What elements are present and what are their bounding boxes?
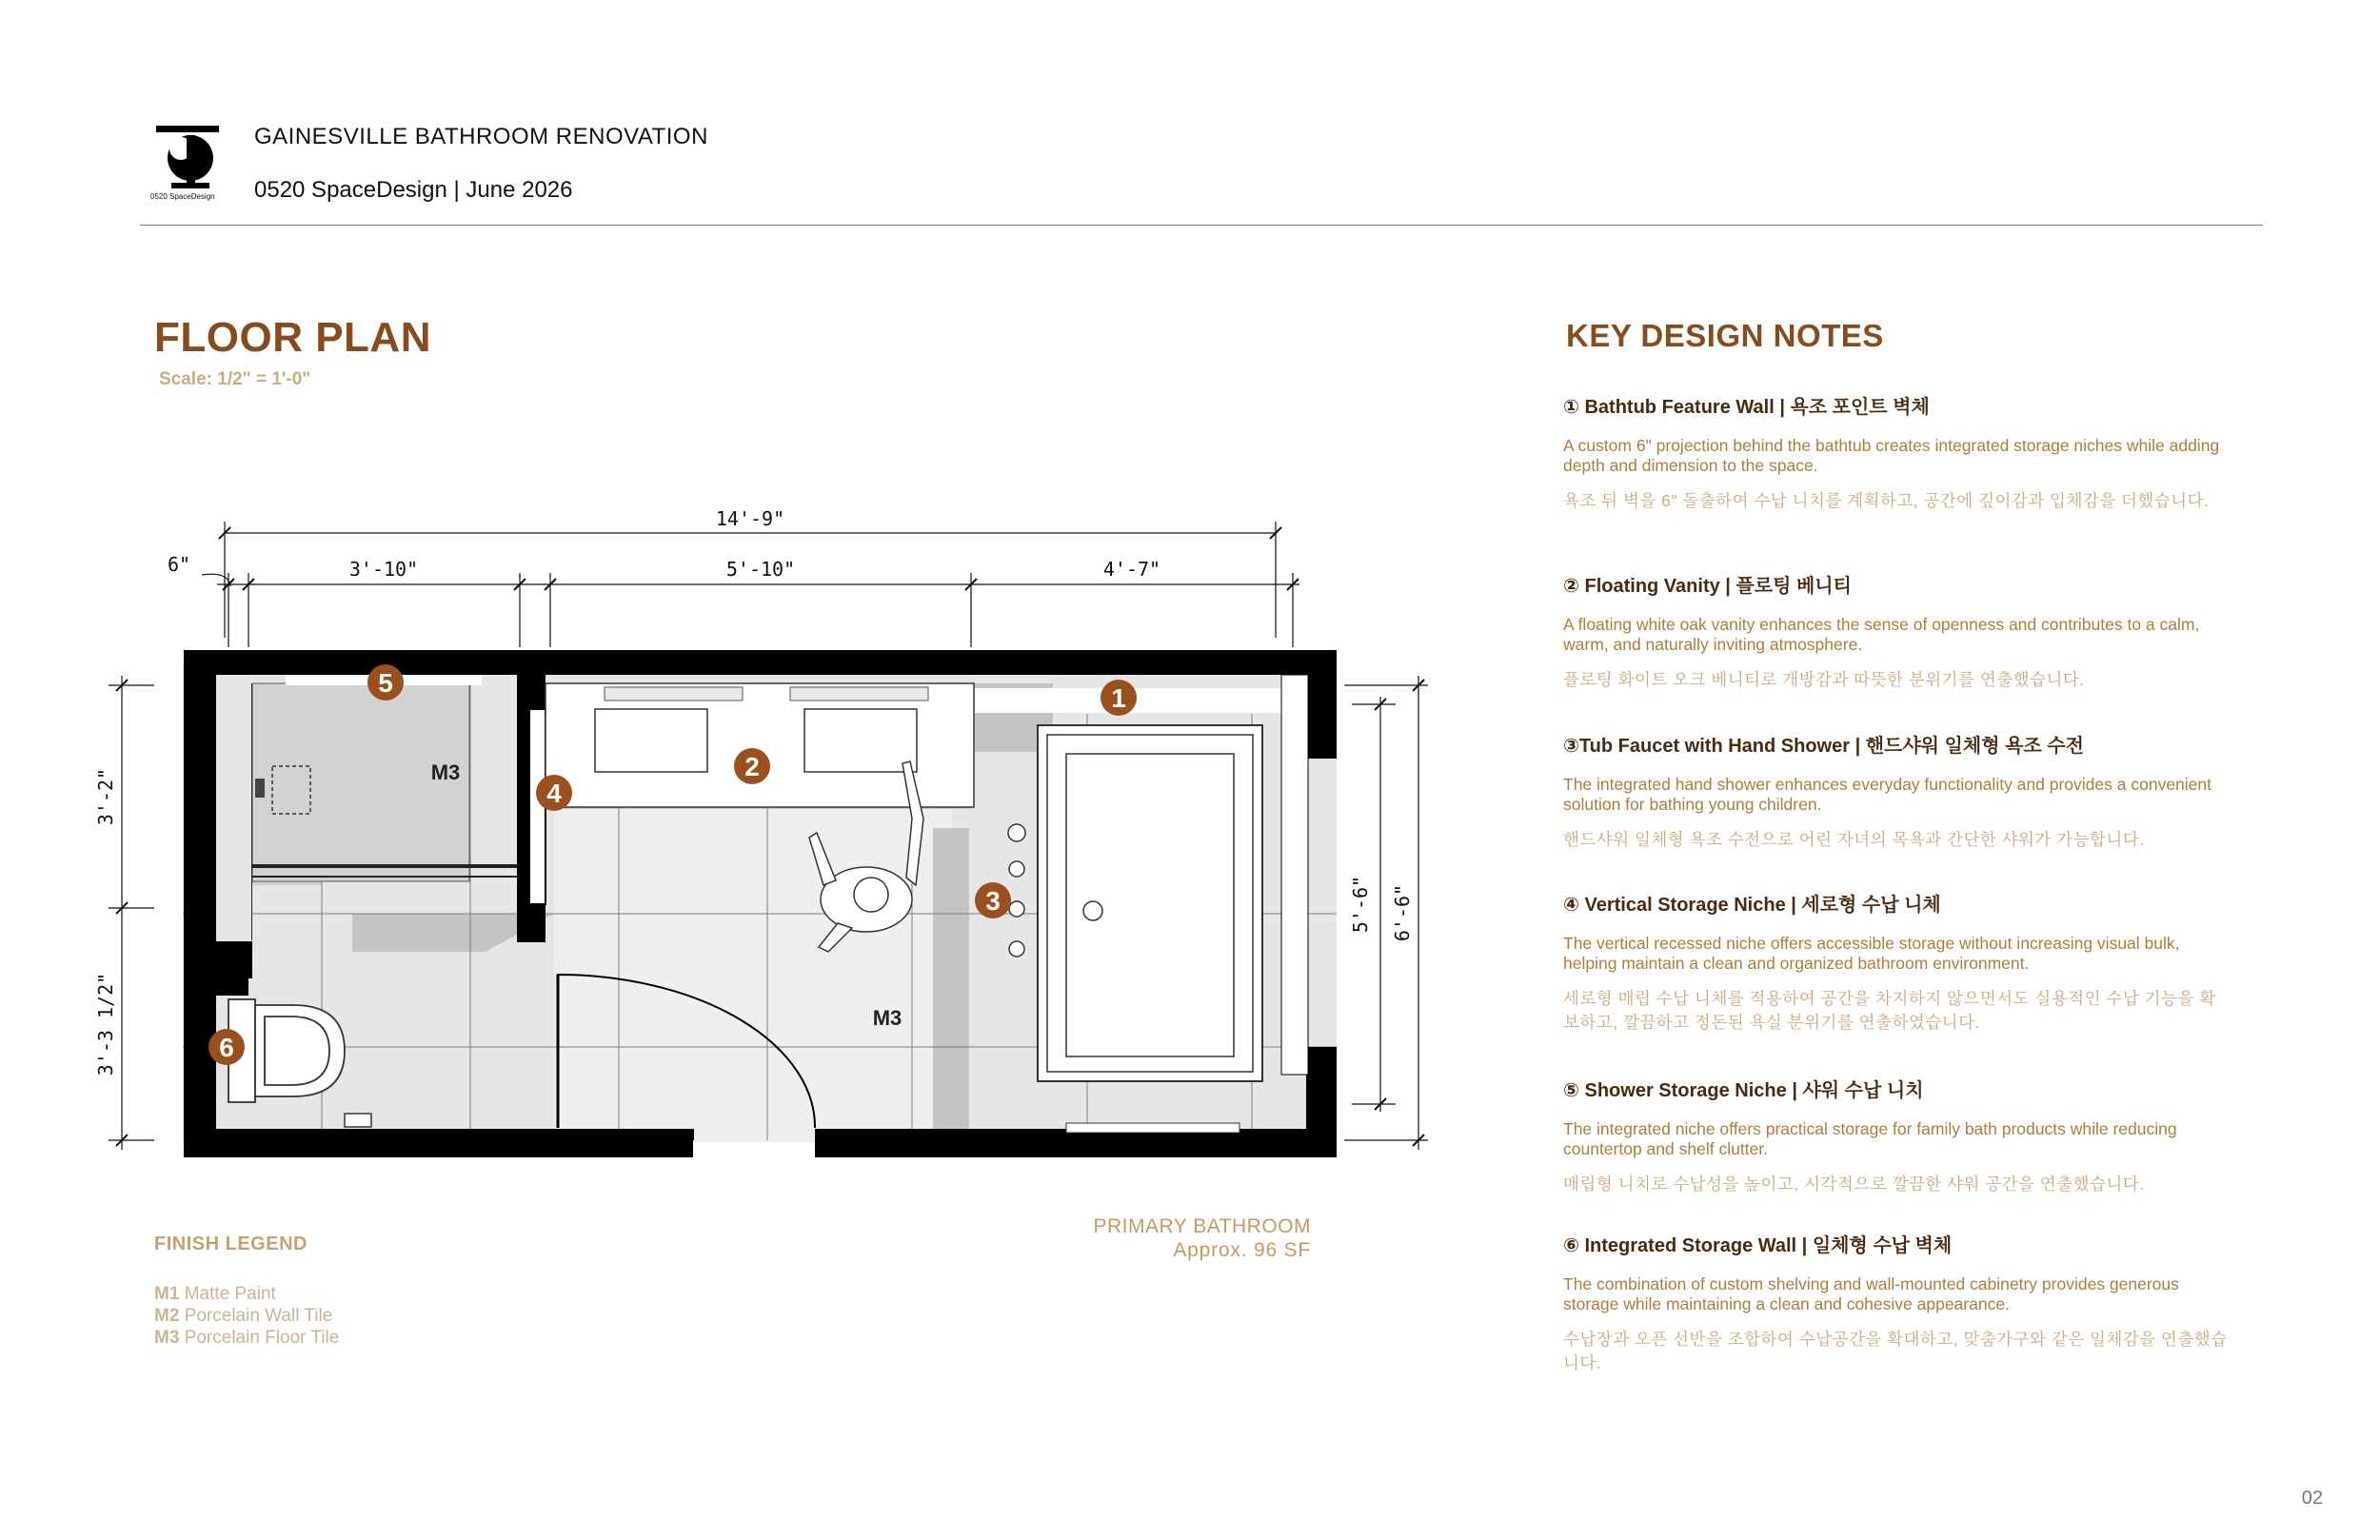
floor-plan-scale: Scale: 1/2" = 1'-0" [159, 369, 311, 389]
svg-text:6: 6 [219, 1033, 234, 1062]
note-korean: 핸드샤워 일체형 욕조 수전으로 어린 자녀의 목욕과 간단한 샤워가 가능합니다. [1563, 830, 2145, 849]
note-english: The vertical recessed niche offers accessible storage without increasing visual bulk, helping maintain a clean and organized bathroom environment. [1563, 934, 2180, 973]
svg-text:2: 2 [744, 752, 760, 781]
dim-segment-2: 5'-10" [725, 558, 796, 581]
dim-overall-width: 14'-9" [715, 507, 785, 530]
shower-valve-icon [255, 779, 265, 798]
svg-text:4: 4 [546, 779, 562, 808]
legend-label: Porcelain Wall Tile [184, 1306, 333, 1326]
material-tag-m3: M3 [872, 1006, 902, 1030]
sink-left [595, 709, 707, 772]
page-number: 02 [2301, 1488, 2323, 1509]
legend-code: M1 [154, 1284, 180, 1304]
note-korean: 세로형 매립 수납 니체를 적용하여 공간을 차지하지 않으면서도 실용적인 수납 기능을 확보하고, 깔끔하고 정돈된 욕실 분위기를 연출하였습니다. [1563, 989, 2216, 1032]
badge-6 [208, 1029, 245, 1065]
svg-text:5: 5 [378, 668, 393, 698]
legend-code: M2 [154, 1306, 180, 1326]
note-korean: 욕조 뒤 벽을 6" 돌출하여 수납 니치를 계획하고, 공간에 깊이감과 입체감을 더했습니다. [1563, 491, 2210, 510]
note-english: The integrated hand shower enhances everyday functionality and provides a convenient solution for bathing young children. [1563, 775, 2211, 814]
room-area: Approx. 96 SF [1173, 1239, 1311, 1261]
legend-label: Porcelain Floor Tile [184, 1328, 340, 1348]
note-item [1563, 1230, 2230, 1375]
badge-3 [975, 882, 1011, 918]
legend-item [154, 1306, 332, 1327]
note-heading: ⑥ Integrated Storage Wall | 일체형 수납 벽체 [1563, 1235, 1953, 1256]
toilet-icon [228, 999, 345, 1102]
note-english: A floating white oak vanity enhances the sense of openness and contributes to a calm, warm, and naturally inviting atmosphere. [1563, 615, 2200, 654]
project-title: GAINESVILLE BATHROOM RENOVATION [254, 124, 708, 149]
project-subtitle: 0520 SpaceDesign | June 2026 [254, 177, 573, 203]
legend-label: Matte Paint [184, 1284, 276, 1304]
note-english: The integrated niche offers practical storage for family bath products while reducing countertop and shelf clutter. [1563, 1119, 2177, 1158]
tub-side-shadow [933, 828, 969, 1140]
note-korean: 수납장과 오픈 선반을 조합하여 수납공간을 확대하고, 맞춤가구와 같은 일체감을 연출했습니다. [1563, 1330, 2228, 1372]
note-korean: 플로팅 화이트 오크 베니티로 개방감과 따뜻한 분위기를 연출했습니다. [1563, 670, 2085, 689]
note-english: A custom 6" projection behind the bathtub creates integrated storage niches while adding depth and dimension to the space. [1563, 436, 2220, 475]
note-heading: ④ Vertical Storage Niche | 세로형 수납 니체 [1563, 895, 1941, 916]
svg-text:1: 1 [1111, 683, 1126, 713]
badge-2 [734, 748, 770, 784]
tub-drain-icon [1083, 901, 1102, 920]
dim-segment-1: 3'-10" [348, 558, 419, 581]
legend-item [154, 1284, 276, 1305]
note-item [1563, 1075, 2230, 1196]
badge-4 [536, 775, 572, 811]
floor-plan-drawing [86, 504, 1457, 1190]
note-item [1563, 889, 2230, 1035]
badge-1 [1101, 680, 1137, 716]
note-heading: ③Tub Faucet with Hand Shower | 핸드샤워 일체형 욕조 수전 [1563, 736, 2084, 757]
dim-left-upper: 3'-2" [94, 767, 117, 826]
note-heading: ② Floating Vanity | 플로팅 베니티 [1563, 576, 1852, 597]
logo-caption: 0520 SpaceDesign [150, 192, 215, 201]
note-heading: ① Bathtub Feature Wall | 욕조 포인트 벽체 [1563, 397, 1930, 418]
notes-title: KEY DESIGN NOTES [1566, 318, 1884, 353]
legend-code: M3 [154, 1328, 180, 1348]
dim-right-inner: 5'-6" [1349, 875, 1372, 934]
dim-segment-3: 4'-7" [1102, 558, 1161, 581]
note-item [1563, 391, 2230, 513]
legend-title: FINISH LEGEND [154, 1234, 307, 1254]
dim-right-outer: 6'-6" [1391, 883, 1414, 942]
svg-text:3: 3 [985, 886, 1001, 916]
brand-logo [150, 124, 225, 206]
badge-5 [367, 664, 404, 701]
room-name: PRIMARY BATHROOM [1093, 1215, 1311, 1237]
dim-offset: 6" [167, 553, 191, 576]
note-heading: ⑤ Shower Storage Niche | 샤워 수납 니치 [1563, 1080, 1924, 1101]
note-item [1563, 730, 2230, 852]
legend-item [154, 1328, 339, 1349]
sink-right [804, 709, 917, 772]
material-tag-m3: M3 [430, 760, 461, 784]
note-korean: 매립형 니치로 수납성을 높이고, 시각적으로 깔끔한 샤워 공간을 연출했습니다. [1563, 1175, 2145, 1194]
toilet-paper-icon [345, 1114, 371, 1127]
floor-plan-title: FLOOR PLAN [154, 314, 431, 361]
floor-light-area [554, 807, 952, 1142]
note-english: The combination of custom shelving and wall-mounted cabinetry provides generous storage while maintaining a clean and cohesive appearance. [1563, 1274, 2179, 1313]
dim-left-lower: 3'-3 1/2" [94, 972, 117, 1076]
note-item [1563, 570, 2230, 692]
header-divider [140, 225, 2263, 226]
